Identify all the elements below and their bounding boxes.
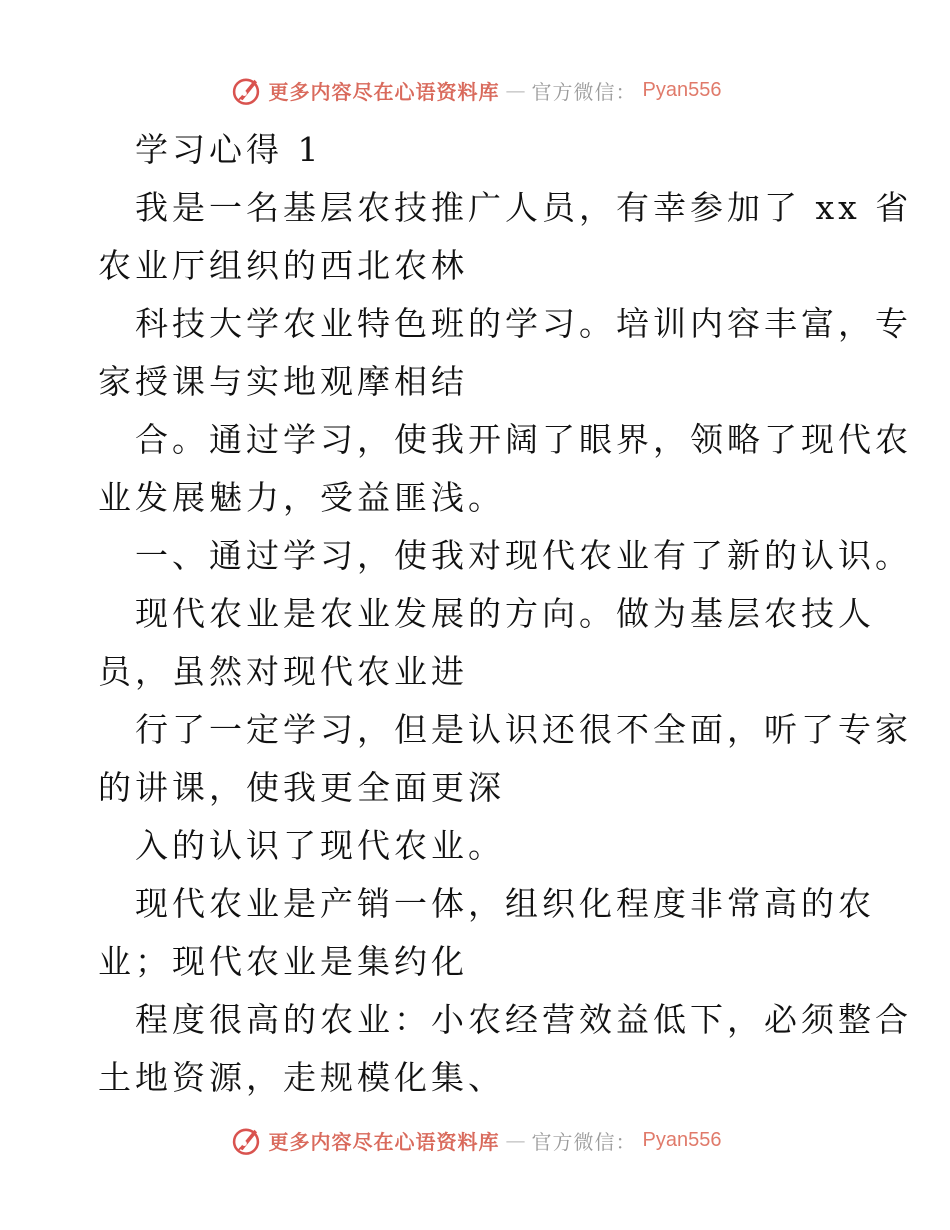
paragraph-line: 农业厅组织的西北农林 <box>98 246 468 285</box>
watermark-brand: 更多内容尽在心语资料库 <box>268 1129 500 1154</box>
paragraph-line: 业发展魅力，受益匪浅。 <box>98 478 505 517</box>
section-title: 学习心得 1 <box>135 130 323 169</box>
paragraph-line: 合。通过学习，使我开阔了眼界，领略了现代农 <box>135 420 912 459</box>
paragraph-line: 入的认识了现代农业。 <box>135 826 505 865</box>
watermark-official-label: 官方微信： <box>531 1129 637 1154</box>
watermark-dash: — <box>505 1128 526 1152</box>
watermark-dash: — <box>505 78 526 102</box>
section-heading: 一、通过学习，使我对现代农业有了新的认识。 <box>135 536 912 575</box>
paragraph-line: 科技大学农业特色班的学习。培训内容丰富，专 <box>135 304 912 343</box>
watermark-brand: 更多内容尽在心语资料库 <box>268 79 500 104</box>
paragraph-line: 的讲课，使我更全面更深 <box>98 768 505 807</box>
header-watermark <box>0 70 950 110</box>
watermark-wechat-id: Pyan556 <box>642 1128 722 1151</box>
paragraph-line: 我是一名基层农技推广人员，有幸参加了 xx 省 <box>135 188 913 227</box>
paragraph-line: 程度很高的农业：小农经营效益低下，必须整合 <box>135 1000 912 1039</box>
paragraph-line: 家授课与实地观摩相结 <box>98 362 468 401</box>
paragraph-line: 员，虽然对现代农业进 <box>98 652 468 691</box>
paragraph-line: 现代农业是农业发展的方向。做为基层农技人 <box>135 594 875 633</box>
quill-pen-logo-icon <box>229 1123 263 1157</box>
quill-pen-logo-icon <box>229 73 263 107</box>
footer-watermark <box>0 1120 950 1160</box>
paragraph-line: 现代农业是产销一体，组织化程度非常高的农 <box>135 884 875 923</box>
watermark-official-label: 官方微信： <box>531 79 637 104</box>
paragraph-line: 业；现代农业是集约化 <box>98 942 468 981</box>
paragraph-line: 土地资源，走规模化集、 <box>98 1058 505 1097</box>
paragraph-line: 行了一定学习，但是认识还很不全面，听了专家 <box>135 710 912 749</box>
watermark-wechat-id: Pyan556 <box>642 78 722 101</box>
